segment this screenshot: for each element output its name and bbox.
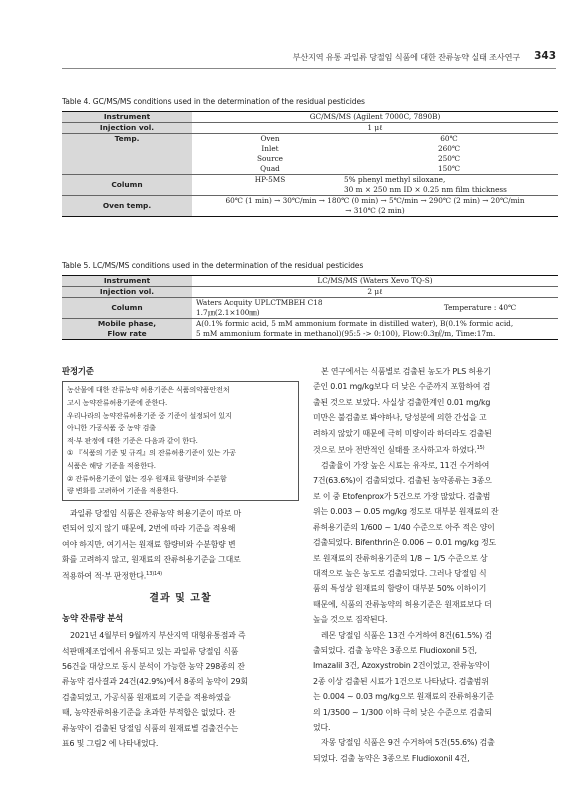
- text-line: 과일류 당절임 식품은 잔류농약 허용기준이 따로 마: [70, 508, 242, 518]
- lc-column-name: Waters Acquity UPLCTMBEH C18: [196, 298, 323, 307]
- flow-rate-label: Flow rate: [107, 329, 147, 338]
- lc-column-size: 1.7㎛(2.1×100㎜): [196, 308, 260, 317]
- text-line: 로 원재료의 잔류허용기준의 1/8 ~ 1/5 수준으로 상: [313, 553, 488, 563]
- text-line: 화를 고려하지 않고, 원재료의 잔류허용기준을 그대로: [62, 554, 241, 564]
- box-line: ① 『식품의 기준 및 규격』의 잔류허용기준이 있는 가공: [67, 448, 236, 458]
- box-line: ② 잔류허용기준이 없는 경우 원재료 함량비와 수분함: [67, 473, 227, 483]
- text-line: 2021년 4월부터 9월까지 부산지역 대형유통점과 즉: [70, 631, 246, 641]
- table4-temp-label: Temp.: [62, 134, 192, 145]
- table-row: [62, 175, 558, 196]
- table-row: [62, 287, 558, 298]
- box-line: 량 변화를 고려하여 기준을 적용한다.: [67, 486, 179, 496]
- right-column: [313, 364, 558, 766]
- text-line: 미만은 불검출로 봐야하나, 당성분에 의한 간섭을 고: [313, 413, 487, 423]
- text-line: 는 0.004 ~ 0.03 mg/kg으로 원재료의 잔류허용기준: [313, 692, 494, 702]
- text-line: 2종 이상 검출된 시료가 1건으로 나타났다. 검출범위: [313, 676, 489, 686]
- criteria-heading: 판정기준: [62, 366, 94, 376]
- text-line: 검출율이 가장 높은 시료는 유자로, 11건 수거하여: [321, 461, 490, 471]
- paragraph: [313, 364, 558, 458]
- text-line: 대적으로 높은 농도로 검출되었다. 그러나 당절임 식: [313, 568, 487, 578]
- table-row: [62, 112, 558, 123]
- citation: 15): [476, 445, 485, 452]
- table-row: [62, 154, 558, 164]
- page-number: 343: [534, 50, 556, 62]
- text-line: 높을 것으로 짐작된다.: [313, 615, 388, 625]
- text-line: 류농약 검사결과 24건(42.9%)에서 8종의 농약이 29회: [62, 677, 248, 687]
- box-line: 고시 농약잔류허용기준에 준한다.: [67, 398, 168, 407]
- table4-injection-label: Injection vol.: [62, 123, 192, 134]
- text-line: 때, 농약잔류허용기준을 초과한 부적합은 없었다. 잔: [62, 708, 236, 718]
- column-spec-1: 5% phenyl methyl siloxane,: [344, 175, 446, 184]
- mobile-phase-2: 5 mM ammonium formate in methanol)(95:5 -> 0:100), Flow:0.3㎖/m, Time:17m.: [196, 329, 496, 338]
- column-name: HP-5MS: [254, 175, 286, 184]
- text-line: 검출되었다. Bifenthrin은 0.006 ~ 0.01 mg/kg 정도: [313, 538, 497, 548]
- temp-name: Inlet: [261, 144, 279, 153]
- text-line: 준인 0.01 mg/kg보다 더 낮은 수준까지 포함하여 검: [313, 382, 491, 392]
- column-spec-2: 30 m × 250 nm ID × 0.25 nm film thickness: [344, 185, 507, 194]
- text-line: 적용하여 적·부 판정한다.$^{13)14)}$: [62, 571, 162, 581]
- table-row: [62, 164, 558, 175]
- table5: [62, 275, 558, 340]
- text-line: 류농약이 검출된 당절임 식품의 원재료별 검출건수는: [62, 723, 239, 733]
- text-line: 류허용기준의 1/600 ~ 1/40 수준으로 아주 적은 양이: [313, 522, 495, 532]
- citation: 13)14): [146, 571, 162, 578]
- table-row: [62, 134, 558, 145]
- table-row: [62, 319, 558, 340]
- text-line: 레몬 당절임 식품은 13건 수거하여 8건(61.5%) 검: [321, 630, 493, 640]
- table-row: [62, 276, 558, 287]
- left-column: [62, 364, 299, 751]
- text-line: 출되었다. 검출 농약은 3종으로 Fludioxonil 5건,: [313, 645, 477, 655]
- table4: [62, 111, 558, 217]
- text-line: 었다.: [313, 722, 331, 732]
- running-header: [0, 52, 578, 70]
- table-row: [62, 196, 558, 217]
- text-line: 석판매제조업에서 유통되고 있는 과일류 당절임 식품: [62, 646, 239, 656]
- paragraph: [313, 628, 558, 736]
- text-line: 때문에, 식품의 잔류농약의 허용기준은 원재료보다 더: [313, 599, 492, 609]
- oven-program-2: → 310℃ (2 min): [345, 206, 405, 215]
- box-line: 아니한 가공식품 중 농약 검출: [67, 423, 156, 433]
- table5-injection: 2 μℓ: [192, 287, 558, 298]
- table4-oven-label: Oven temp.: [62, 196, 192, 217]
- temp-value: 250℃: [437, 154, 461, 163]
- table4-injection: 1 μℓ: [192, 123, 558, 134]
- text-line: 것으로 보아 전반적인 실태를 조사하고자 하였다.$^{15)}$: [313, 445, 485, 455]
- text-line: Imazalil 3건, Azoxystrobin 2건이었고, 잔류농약이: [313, 661, 490, 671]
- table5-instrument-label: Instrument: [62, 276, 192, 287]
- text-line: 검출되었고, 가공식품 원재료의 기준을 적용하였을: [62, 692, 231, 702]
- oven-program-1: 60℃ (1 min) → 30℃/min → 180℃ (0 min) → 5℃/min → 290℃ (2 min) → 20℃/min: [225, 196, 525, 205]
- text-line: 본 연구에서는 식품별로 검출된 농도가 PLS 허용기: [321, 367, 491, 376]
- text-line: 여야 하지만, 여기서는 원재료 함량비와 수분함량 변: [62, 539, 236, 549]
- text-line: 7건(63.6%)이 검출되었다. 검출된 농약종류는 3종으: [313, 476, 492, 486]
- temp-value: 60℃: [440, 134, 458, 143]
- table5-column-label: Column: [62, 298, 192, 319]
- lc-column-temp: Temperature : 40℃: [443, 303, 517, 312]
- text-line: 련되어 있지 않기 때문에, 2번에 따라 기준을 적용해: [62, 524, 236, 534]
- temp-name: Oven: [260, 134, 280, 143]
- temp-name: Quad: [260, 164, 280, 173]
- box-line: 적·부 판정에 대한 기준은 다음과 같이 한다.: [67, 435, 198, 445]
- table5-caption: Table 5. LC/MS/MS conditions used in the determination of the residual pesticides: [62, 261, 364, 270]
- paragraph: [313, 458, 558, 627]
- text-line: 표6 및 그림2 에 나타내었다.: [62, 739, 159, 749]
- mobile-phase-1: A(0.1% formic acid, 5 mM ammonium formate in distilled water), B(0.1% formic acid,: [196, 319, 514, 328]
- results-heading: 결과 및 고찰: [149, 593, 212, 605]
- text-line: 품의 특성상 원재료의 함량이 대부분 50% 이하이기: [313, 584, 487, 594]
- table4-column-label: Column: [62, 175, 192, 196]
- table-row: [62, 144, 558, 154]
- text-line: 56건을 대상으로 동시 분석이 가능한 농약 298종의 잔: [62, 662, 245, 672]
- table5-injection-label: Injection vol.: [62, 287, 192, 298]
- table4-instrument: GC/MS/MS (Agilent 7000C, 7890B): [192, 112, 558, 123]
- temp-value: 260℃: [437, 144, 461, 153]
- table5-instrument: LC/MS/MS (Waters Xevo TQ-S): [192, 276, 558, 287]
- box-line: 식품은 해당 기준을 적용한다.: [67, 460, 156, 470]
- text-line: 려하지 않았기 때문에 극히 미량이라 하더라도 검출된: [313, 428, 492, 438]
- box-line: 우리나라의 농약잔류허용기준 중 기준이 설정되어 있지: [67, 410, 232, 420]
- paragraph: [313, 735, 558, 766]
- mobile-phase-label: Mobile phase,: [97, 319, 157, 328]
- temp-name: Source: [257, 154, 283, 163]
- table4-instrument-label: Instrument: [62, 112, 192, 123]
- table-row: [62, 123, 558, 134]
- paragraph: [62, 506, 299, 585]
- text-line: 로 이 중 Etofenprox가 5건으로 가장 많았다. 검출범: [313, 491, 491, 501]
- text-line: 되었다. 검출 농약은 3종으로 Fludioxonil 4건,: [313, 753, 470, 763]
- header-rule: [62, 68, 556, 69]
- text-line: 의 1/3500 ~ 1/300 이하 극히 낮은 수준으로 검출되: [313, 707, 492, 717]
- text-line: 자몽 당절임 식품은 9건 수거하여 5건(55.6%) 검출: [321, 738, 495, 748]
- criteria-box: [62, 381, 299, 500]
- table4-caption: Table 4. GC/MS/MS conditions used in the determination of the residual pesticides: [62, 97, 365, 106]
- running-title: 부산지역 유통 과일류 당절임 식품에 대한 잔류농약 실태 조사연구: [292, 52, 520, 62]
- text-line: 출된 것으로 보았다. 사실상 검출한계인 0.01 mg/kg: [313, 397, 491, 407]
- table-row: [62, 298, 558, 319]
- paragraph: [62, 628, 299, 751]
- box-line: 농산물에 대한 잔류농약 허용기준은 식품의약품안전처: [67, 385, 230, 395]
- sub-heading: 농약 잔류량 분석: [62, 612, 124, 623]
- temp-value: 150℃: [437, 164, 461, 173]
- text-line: 위는 0.003 ~ 0.05 mg/kg 정도로 대부분 원재료의 잔: [313, 507, 499, 517]
